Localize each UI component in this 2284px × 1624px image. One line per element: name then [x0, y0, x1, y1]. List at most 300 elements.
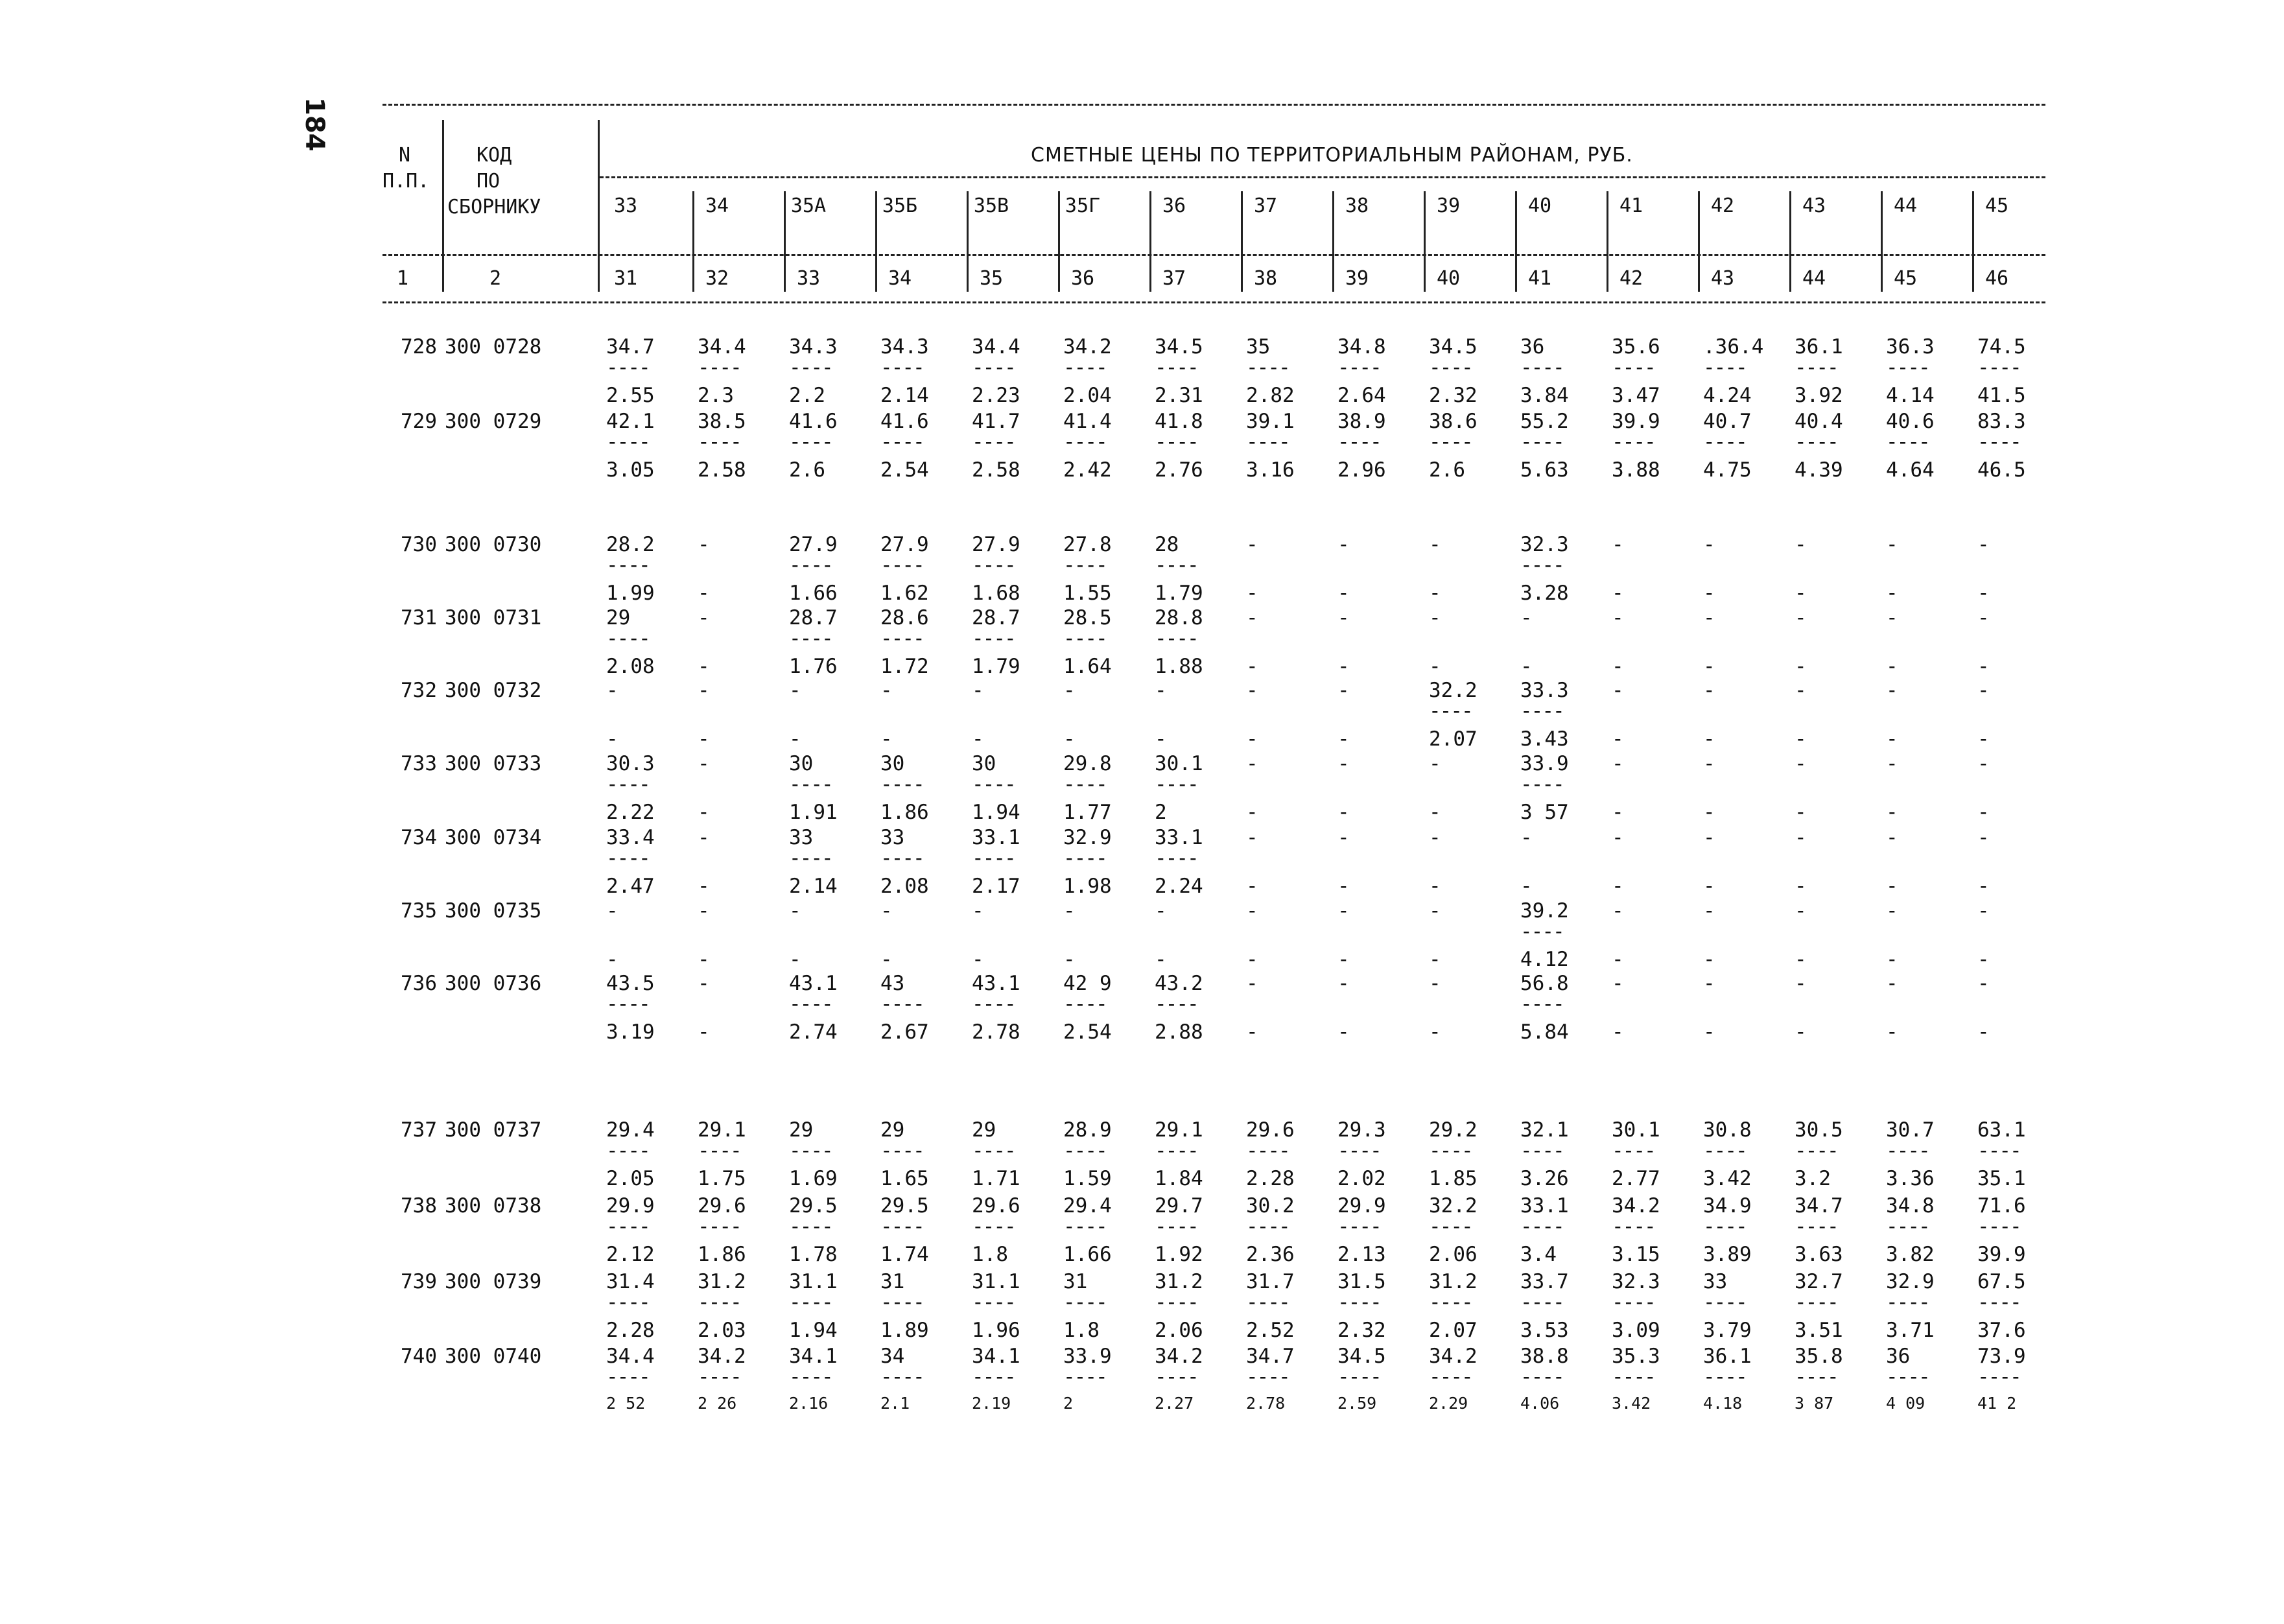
cell-price: 43.1 — [789, 972, 838, 995]
cell-wage: - — [1795, 801, 1807, 824]
cell-wage: 4.75 — [1703, 458, 1752, 482]
fraction-rule: ---- — [1063, 1291, 1107, 1314]
cell-price: - — [698, 533, 710, 556]
cell-wage: 35.1 — [1977, 1167, 2026, 1190]
cell-wage: - — [1337, 948, 1350, 971]
header-region: 34 — [705, 194, 729, 217]
row-code: 300 0736 — [445, 972, 542, 995]
fraction-rule: ---- — [1337, 356, 1381, 379]
cell-price: 34.4 — [972, 335, 1020, 359]
cell-price: - — [1612, 533, 1624, 556]
cell-wage: 2.03 — [698, 1319, 746, 1342]
fraction-rule: ---- — [972, 993, 1015, 1016]
cell-wage: 2 — [1063, 1394, 1074, 1413]
fraction-rule: ---- — [1977, 1365, 2021, 1389]
fraction-rule: ---- — [1520, 1139, 1564, 1162]
cell-price: 31 — [880, 1270, 905, 1293]
cell-price: 34.4 — [698, 335, 746, 359]
header-region: 35Б — [882, 194, 918, 217]
cell-wage: 2.77 — [1612, 1167, 1660, 1190]
fraction-rule: ---- — [1063, 554, 1107, 577]
cell-wage: - — [1886, 655, 1898, 678]
cell-wage: - — [606, 727, 618, 751]
fraction-rule: ---- — [698, 356, 741, 379]
cell-wage: 2.6 — [789, 458, 825, 482]
cell-wage: - — [880, 948, 893, 971]
fraction-rule: ---- — [789, 1215, 832, 1238]
cell-price: 29.5 — [880, 1194, 929, 1218]
cell-wage: - — [1977, 655, 1990, 678]
cell-wage: 1.8 — [1063, 1319, 1100, 1342]
fraction-rule: ---- — [1703, 1365, 1747, 1389]
cell-wage: 3.26 — [1520, 1167, 1569, 1190]
fraction-rule: ---- — [606, 993, 650, 1016]
cell-price: - — [1795, 752, 1807, 775]
fraction-rule: ---- — [1155, 356, 1198, 379]
cell-price: - — [1977, 826, 1990, 849]
cell-price: 30.1 — [1155, 752, 1203, 775]
header-region: 35Г — [1065, 194, 1101, 217]
fraction-rule: ---- — [880, 1291, 924, 1314]
fraction-rule: ---- — [1063, 1365, 1107, 1389]
cell-wage: - — [1795, 655, 1807, 678]
cell-wage: - — [1337, 875, 1350, 898]
cell-wage: 2.27 — [1155, 1394, 1194, 1413]
cell-wage: 3.79 — [1703, 1319, 1752, 1342]
cell-wage: - — [1155, 948, 1167, 971]
fraction-rule: ---- — [972, 1291, 1015, 1314]
cell-price: - — [1612, 606, 1624, 630]
cell-wage: 1.75 — [698, 1167, 746, 1190]
cell-wage: - — [1246, 655, 1258, 678]
cell-price: 34.7 — [1795, 1194, 1843, 1218]
header-colnum: 41 — [1527, 267, 1552, 290]
cell-wage: - — [1886, 727, 1898, 751]
cell-price: 31 — [1063, 1270, 1088, 1293]
fraction-rule: ---- — [1703, 1215, 1747, 1238]
cell-wage: 1.79 — [972, 655, 1020, 678]
cell-price: 34.5 — [1429, 335, 1478, 359]
cell-wage: - — [1795, 948, 1807, 971]
cell-wage: 2.78 — [1246, 1394, 1286, 1413]
cell-wage: 2.24 — [1155, 875, 1203, 898]
cell-wage: - — [1063, 727, 1076, 751]
fraction-rule: ---- — [606, 627, 650, 650]
cell-wage: - — [1703, 948, 1715, 971]
cell-price: 40.4 — [1795, 410, 1843, 433]
cell-wage: - — [1063, 948, 1076, 971]
header-region: 37 — [1253, 194, 1278, 217]
header-colnum: 45 — [1893, 267, 1918, 290]
cell-price: 42 9 — [1063, 972, 1112, 995]
fraction-rule: ---- — [606, 1215, 650, 1238]
cell-wage: 3.05 — [606, 458, 655, 482]
cell-price: 34 — [880, 1345, 905, 1368]
cell-wage: 2.17 — [972, 875, 1020, 898]
fraction-rule: ---- — [1612, 1215, 1655, 1238]
row-code: 300 0733 — [445, 752, 542, 775]
cell-wage: 3.2 — [1795, 1167, 1831, 1190]
header-code-label: СБОРНИКУ — [447, 196, 541, 218]
cell-price: - — [1703, 533, 1715, 556]
fraction-rule: ---- — [1703, 430, 1747, 454]
cell-price: - — [1429, 752, 1441, 775]
cell-price: - — [1337, 533, 1350, 556]
cell-price: 30 — [972, 752, 996, 775]
fraction-rule: ---- — [972, 1139, 1015, 1162]
cell-wage: 2.76 — [1155, 458, 1203, 482]
cell-wage: - — [1429, 655, 1441, 678]
cell-price: 28.7 — [972, 606, 1020, 630]
fraction-rule: ---- — [880, 773, 924, 796]
cell-price: 33.1 — [1520, 1194, 1569, 1218]
cell-wage: 1.55 — [1063, 582, 1112, 605]
cell-price: - — [1795, 826, 1807, 849]
fraction-rule: ---- — [698, 430, 741, 454]
cell-wage: 2.05 — [606, 1167, 655, 1190]
cell-wage: 1.77 — [1063, 801, 1112, 824]
cell-price: - — [1795, 679, 1807, 702]
fraction-rule: ---- — [972, 554, 1015, 577]
cell-price: 32.2 — [1429, 1194, 1478, 1218]
row-code: 300 0737 — [445, 1118, 542, 1142]
cell-wage: - — [1337, 1020, 1350, 1044]
cell-price: - — [1246, 533, 1258, 556]
cell-wage: 1.86 — [880, 801, 929, 824]
cell-wage: 2.14 — [880, 384, 929, 407]
cell-price: - — [1429, 972, 1441, 995]
fraction-rule: ---- — [1520, 1215, 1564, 1238]
fraction-rule: ---- — [789, 627, 832, 650]
cell-price: 36.3 — [1886, 335, 1935, 359]
cell-wage: - — [1337, 655, 1350, 678]
cell-price: - — [698, 972, 710, 995]
cell-price: 34.7 — [1246, 1345, 1295, 1368]
cell-price: 31.2 — [1429, 1270, 1478, 1293]
cell-price: 32.9 — [1886, 1270, 1935, 1293]
cell-price: 29.4 — [606, 1118, 655, 1142]
fraction-rule: ---- — [1612, 356, 1655, 379]
cell-wage: 3.28 — [1520, 582, 1569, 605]
cell-wage: 1.78 — [789, 1243, 838, 1266]
header-divider — [442, 120, 444, 292]
fraction-rule: ---- — [1520, 554, 1564, 577]
fraction-rule: ---- — [1246, 1365, 1289, 1389]
fraction-rule: ---- — [1520, 773, 1564, 796]
cell-price: 34.7 — [606, 335, 655, 359]
header-colnum: 38 — [1253, 267, 1278, 290]
cell-wage: - — [1977, 1020, 1990, 1044]
fraction-rule: ---- — [1337, 1291, 1381, 1314]
cell-wage: 1.79 — [1155, 582, 1203, 605]
cell-price: 34.2 — [698, 1345, 746, 1368]
cell-wage: 1.99 — [606, 582, 655, 605]
cell-wage: 2.22 — [606, 801, 655, 824]
cell-wage: 5.63 — [1520, 458, 1569, 482]
cell-price: 34.5 — [1337, 1345, 1386, 1368]
cell-wage: - — [1977, 582, 1990, 605]
cell-price: 33.9 — [1063, 1345, 1112, 1368]
fraction-rule: ---- — [606, 847, 650, 870]
header-region: 41 — [1619, 194, 1643, 217]
cell-wage: 2.54 — [1063, 1020, 1112, 1044]
cell-wage: 39.9 — [1977, 1243, 2026, 1266]
cell-price: 41.8 — [1155, 410, 1203, 433]
header-n-label: П.П. — [383, 170, 430, 193]
fraction-rule: ---- — [1520, 1365, 1564, 1389]
cell-wage: - — [1246, 948, 1258, 971]
fraction-rule: ---- — [1429, 356, 1472, 379]
fraction-rule: ---- — [1155, 627, 1198, 650]
fraction-rule: ---- — [1612, 1139, 1655, 1162]
header-region: 45 — [1984, 194, 2009, 217]
cell-price: 29.6 — [1246, 1118, 1295, 1142]
cell-price: - — [1246, 606, 1258, 630]
cell-wage: - — [1977, 948, 1990, 971]
cell-wage: 3.42 — [1612, 1394, 1651, 1413]
fraction-rule: ---- — [880, 554, 924, 577]
cell-wage: 2.31 — [1155, 384, 1203, 407]
header-rule-0 — [383, 104, 2045, 106]
cell-price: - — [972, 899, 984, 923]
cell-price: 34.3 — [789, 335, 838, 359]
fraction-rule: ---- — [1063, 1215, 1107, 1238]
cell-wage: 3.88 — [1612, 458, 1660, 482]
cell-price: - — [1977, 533, 1990, 556]
row-number: 734 — [401, 826, 437, 849]
row-number: 736 — [401, 972, 437, 995]
cell-price: - — [972, 679, 984, 702]
cell-price: - — [789, 899, 801, 923]
cell-price: - — [1429, 899, 1441, 923]
cell-price: .36.4 — [1703, 335, 1764, 359]
cell-wage: - — [1246, 727, 1258, 751]
cell-price: 29.2 — [1429, 1118, 1478, 1142]
cell-wage: 2.07 — [1429, 727, 1478, 751]
cell-price: 31.1 — [789, 1270, 838, 1293]
fraction-rule: ---- — [972, 627, 1015, 650]
cell-price: 29.5 — [789, 1194, 838, 1218]
cell-wage: - — [1155, 727, 1167, 751]
cell-wage: 2.14 — [789, 875, 838, 898]
cell-wage: - — [1612, 582, 1624, 605]
cell-wage: 2.23 — [972, 384, 1020, 407]
cell-price: 33.1 — [1155, 826, 1203, 849]
cell-wage: 1.65 — [880, 1167, 929, 1190]
cell-price: - — [1612, 899, 1624, 923]
cell-wage: - — [1703, 582, 1715, 605]
row-code: 300 0739 — [445, 1270, 542, 1293]
cell-price: 29.9 — [1337, 1194, 1386, 1218]
header-colnum: 33 — [796, 267, 821, 290]
cell-wage: - — [1886, 582, 1898, 605]
cell-wage: 3.42 — [1703, 1167, 1752, 1190]
cell-wage: 1.64 — [1063, 655, 1112, 678]
cell-price: - — [1246, 826, 1258, 849]
fraction-rule: ---- — [1977, 1215, 2021, 1238]
cell-price: 30 — [789, 752, 814, 775]
cell-price: 36 — [1520, 335, 1545, 359]
fraction-rule: ---- — [880, 430, 924, 454]
cell-price: 41.7 — [972, 410, 1020, 433]
cell-price: 34.4 — [606, 1345, 655, 1368]
fraction-rule: ---- — [606, 554, 650, 577]
cell-wage: 4.18 — [1703, 1394, 1743, 1413]
cell-wage: 1.89 — [880, 1319, 929, 1342]
cell-price: 28 — [1155, 533, 1179, 556]
cell-price: 41.6 — [789, 410, 838, 433]
fraction-rule: ---- — [1703, 356, 1747, 379]
row-code: 300 0738 — [445, 1194, 542, 1218]
cell-wage: - — [1703, 655, 1715, 678]
cell-price: 38.6 — [1429, 410, 1478, 433]
cell-wage: 3.53 — [1520, 1319, 1569, 1342]
cell-wage: 3.63 — [1795, 1243, 1843, 1266]
fraction-rule: ---- — [1520, 1291, 1564, 1314]
cell-price: 30.2 — [1246, 1194, 1295, 1218]
cell-wage: - — [1429, 1020, 1441, 1044]
cell-wage: - — [1246, 582, 1258, 605]
fraction-rule: ---- — [1155, 1215, 1198, 1238]
cell-price: 28.7 — [789, 606, 838, 630]
cell-price: - — [1886, 899, 1898, 923]
cell-price: - — [1703, 826, 1715, 849]
fraction-rule: ---- — [789, 1291, 832, 1314]
fraction-rule: ---- — [789, 1365, 832, 1389]
fraction-rule: ---- — [1977, 1291, 2021, 1314]
header-rule-1 — [600, 176, 2045, 178]
fraction-rule: ---- — [1337, 1215, 1381, 1238]
fraction-rule: ---- — [1246, 1215, 1289, 1238]
cell-price: - — [698, 899, 710, 923]
fraction-rule: ---- — [606, 430, 650, 454]
cell-price: 56.8 — [1520, 972, 1569, 995]
header-colnum: 39 — [1345, 267, 1369, 290]
cell-wage: 2.08 — [606, 655, 655, 678]
fraction-rule: ---- — [1063, 773, 1107, 796]
fraction-rule: ---- — [789, 1139, 832, 1162]
cell-price: 29.6 — [698, 1194, 746, 1218]
cell-price: 35.3 — [1612, 1345, 1660, 1368]
cell-wage: 1.62 — [880, 582, 929, 605]
header-colnum: 35 — [979, 267, 1004, 290]
cell-price: 41.6 — [880, 410, 929, 433]
cell-price: - — [1155, 899, 1167, 923]
fraction-rule: ---- — [1520, 993, 1564, 1016]
cell-wage: 2.28 — [606, 1319, 655, 1342]
fraction-rule: ---- — [698, 1291, 741, 1314]
cell-price: 43.2 — [1155, 972, 1203, 995]
fraction-rule: ---- — [1246, 1291, 1289, 1314]
cell-wage: 4.12 — [1520, 948, 1569, 971]
cell-price: 34.3 — [880, 335, 929, 359]
cell-price: 29.6 — [972, 1194, 1020, 1218]
row-number: 739 — [401, 1270, 437, 1293]
cell-price: 33.7 — [1520, 1270, 1569, 1293]
cell-wage: 2.96 — [1337, 458, 1386, 482]
cell-price: 32.3 — [1612, 1270, 1660, 1293]
cell-wage: 2.04 — [1063, 384, 1112, 407]
cell-price: - — [1977, 752, 1990, 775]
header-title: СМЕТНЫЕ ЦЕНЫ ПО ТЕРРИТОРИАЛЬНЫМ РАЙОНАМ, РУБ. — [1031, 144, 1633, 167]
cell-price: - — [1703, 899, 1715, 923]
cell-price: 27.9 — [880, 533, 929, 556]
cell-wage: - — [1886, 875, 1898, 898]
row-number: 733 — [401, 752, 437, 775]
cell-price: 29 — [789, 1118, 814, 1142]
fraction-rule: ---- — [1795, 356, 1838, 379]
cell-wage: 2.36 — [1246, 1243, 1295, 1266]
cell-price: - — [698, 679, 710, 702]
row-number: 735 — [401, 899, 437, 923]
cell-wage: - — [789, 948, 801, 971]
cell-wage: 1.59 — [1063, 1167, 1112, 1190]
cell-price: 34.8 — [1337, 335, 1386, 359]
cell-price: 34.1 — [972, 1345, 1020, 1368]
cell-wage: 2.3 — [698, 384, 734, 407]
cell-wage: - — [1703, 801, 1715, 824]
header-colnum: 36 — [1070, 267, 1095, 290]
cell-price: 27.8 — [1063, 533, 1112, 556]
cell-wage: 1.74 — [880, 1243, 929, 1266]
cell-wage: 2.06 — [1155, 1319, 1203, 1342]
cell-price: 29.8 — [1063, 752, 1112, 775]
cell-wage: 4.14 — [1886, 384, 1935, 407]
cell-wage: - — [698, 1020, 710, 1044]
cell-wage: - — [1429, 801, 1441, 824]
fraction-rule: ---- — [1155, 993, 1198, 1016]
cell-wage: - — [698, 948, 710, 971]
header-colnum: 40 — [1436, 267, 1461, 290]
fraction-rule: ---- — [1886, 1139, 1929, 1162]
cell-wage: 1.94 — [972, 801, 1020, 824]
cell-price: 31.4 — [606, 1270, 655, 1293]
cell-price: 39.1 — [1246, 410, 1295, 433]
cell-price: - — [1886, 972, 1898, 995]
cell-wage: 1.85 — [1429, 1167, 1478, 1190]
cell-price: - — [698, 826, 710, 849]
cell-wage: 2.67 — [880, 1020, 929, 1044]
cell-wage: 1.66 — [1063, 1243, 1112, 1266]
cell-wage: 2.07 — [1429, 1319, 1478, 1342]
cell-price: 34.8 — [1886, 1194, 1935, 1218]
header-region: 40 — [1527, 194, 1552, 217]
cell-wage: - — [1612, 801, 1624, 824]
cell-price: - — [606, 899, 618, 923]
row-code: 300 0728 — [445, 335, 542, 359]
cell-price: - — [1977, 972, 1990, 995]
cell-price: 29 — [880, 1118, 905, 1142]
header-code-label: КОД — [477, 144, 512, 167]
row-number: 731 — [401, 606, 437, 630]
cell-wage: 3.51 — [1795, 1319, 1843, 1342]
cell-price: - — [1612, 679, 1624, 702]
cell-price: - — [1337, 752, 1350, 775]
cell-price: 40.7 — [1703, 410, 1752, 433]
fraction-rule: ---- — [1429, 700, 1472, 723]
fraction-rule: ---- — [880, 627, 924, 650]
cell-wage: 2.78 — [972, 1020, 1020, 1044]
cell-wage: 1.86 — [698, 1243, 746, 1266]
cell-wage: 1.91 — [789, 801, 838, 824]
cell-wage: 2.59 — [1337, 1394, 1377, 1413]
cell-price: 40.6 — [1886, 410, 1935, 433]
cell-wage: 1.88 — [1155, 655, 1203, 678]
header-region: 44 — [1893, 194, 1918, 217]
row-code: 300 0729 — [445, 410, 542, 433]
cell-wage: 2.29 — [1429, 1394, 1468, 1413]
fraction-rule: ---- — [1977, 430, 2021, 454]
